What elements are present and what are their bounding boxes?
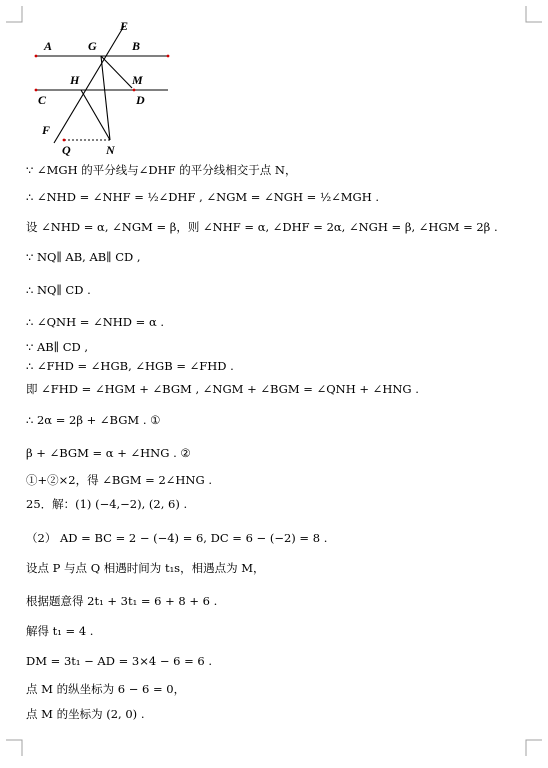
line-3: 设 ∠NHD = α, ∠NGM = β，则 ∠NHF = α, ∠DHF = 2α, ∠NGH = β, ∠HGM = 2β . — [26, 220, 498, 234]
label-d: D — [136, 93, 145, 107]
label-g: G — [88, 39, 97, 53]
line-10: ∴ 2α = 2β + ∠BGM . ① — [26, 413, 161, 427]
line-15: 设点 P 与点 Q 相遇时间为 t₁s，相遇点为 M， — [26, 561, 265, 575]
line-18: DM = 3t₁ − AD = 3×4 − 6 = 6 . — [26, 654, 213, 668]
label-b: B — [132, 39, 141, 53]
point-b — [167, 55, 170, 58]
line-13: 25．解：(1) (−4,−2), (2, 6) . — [26, 497, 188, 511]
line-4: ∵ NQ∥ AB, AB∥ CD , — [26, 250, 141, 264]
line-1: ∵ ∠MGH 的平分线与∠DHF 的平分线相交于点 N， — [26, 163, 297, 177]
label-a: A — [44, 39, 53, 53]
label-m: M — [132, 73, 143, 87]
geometry-figure — [24, 18, 194, 158]
line-20: 点 M 的坐标为 (2, 0) . — [26, 707, 145, 721]
line-14: （2） AD = BC = 2 − (−4) = 6, DC = 6 − (−2) = 8 . — [26, 531, 328, 545]
point-d — [133, 89, 136, 92]
line-2: ∴ ∠NHD = ∠NHF = ½∠DHF , ∠NGM = ∠NGH = ½∠MGH . — [26, 190, 380, 204]
line-8: ∴ ∠FHD = ∠HGB, ∠HGB = ∠FHD . — [26, 359, 234, 373]
label-h: H — [70, 73, 80, 87]
point-q — [63, 139, 66, 142]
label-q: Q — [62, 143, 71, 157]
point-a — [35, 55, 38, 58]
line-17: 解得 t₁ = 4 . — [26, 624, 94, 638]
point-c — [35, 89, 38, 92]
line-19: 点 M 的纵坐标为 6 − 6 = 0， — [26, 682, 186, 696]
line-16: 根据题意得 2t₁ + 3t₁ = 6 + 8 + 6 . — [26, 594, 218, 608]
segment-gm — [101, 56, 132, 88]
line-11: β + ∠BGM = α + ∠HNG . ② — [26, 446, 191, 460]
line-7: ∵ AB∥ CD , — [26, 340, 89, 354]
label-f: F — [42, 123, 51, 137]
label-n: N — [106, 143, 115, 157]
label-c: C — [38, 93, 47, 107]
line-5: ∴ NQ∥ CD . — [26, 283, 91, 297]
line-9: 即 ∠FHD = ∠HGM + ∠BGM , ∠NGM + ∠BGM = ∠QNH + ∠HNG . — [26, 382, 419, 396]
line-6: ∴ ∠QNH = ∠NHD = α . — [26, 315, 165, 329]
label-e: E — [120, 19, 129, 33]
line-12: ①+②×2，得 ∠BGM = 2∠HNG . — [26, 473, 212, 487]
